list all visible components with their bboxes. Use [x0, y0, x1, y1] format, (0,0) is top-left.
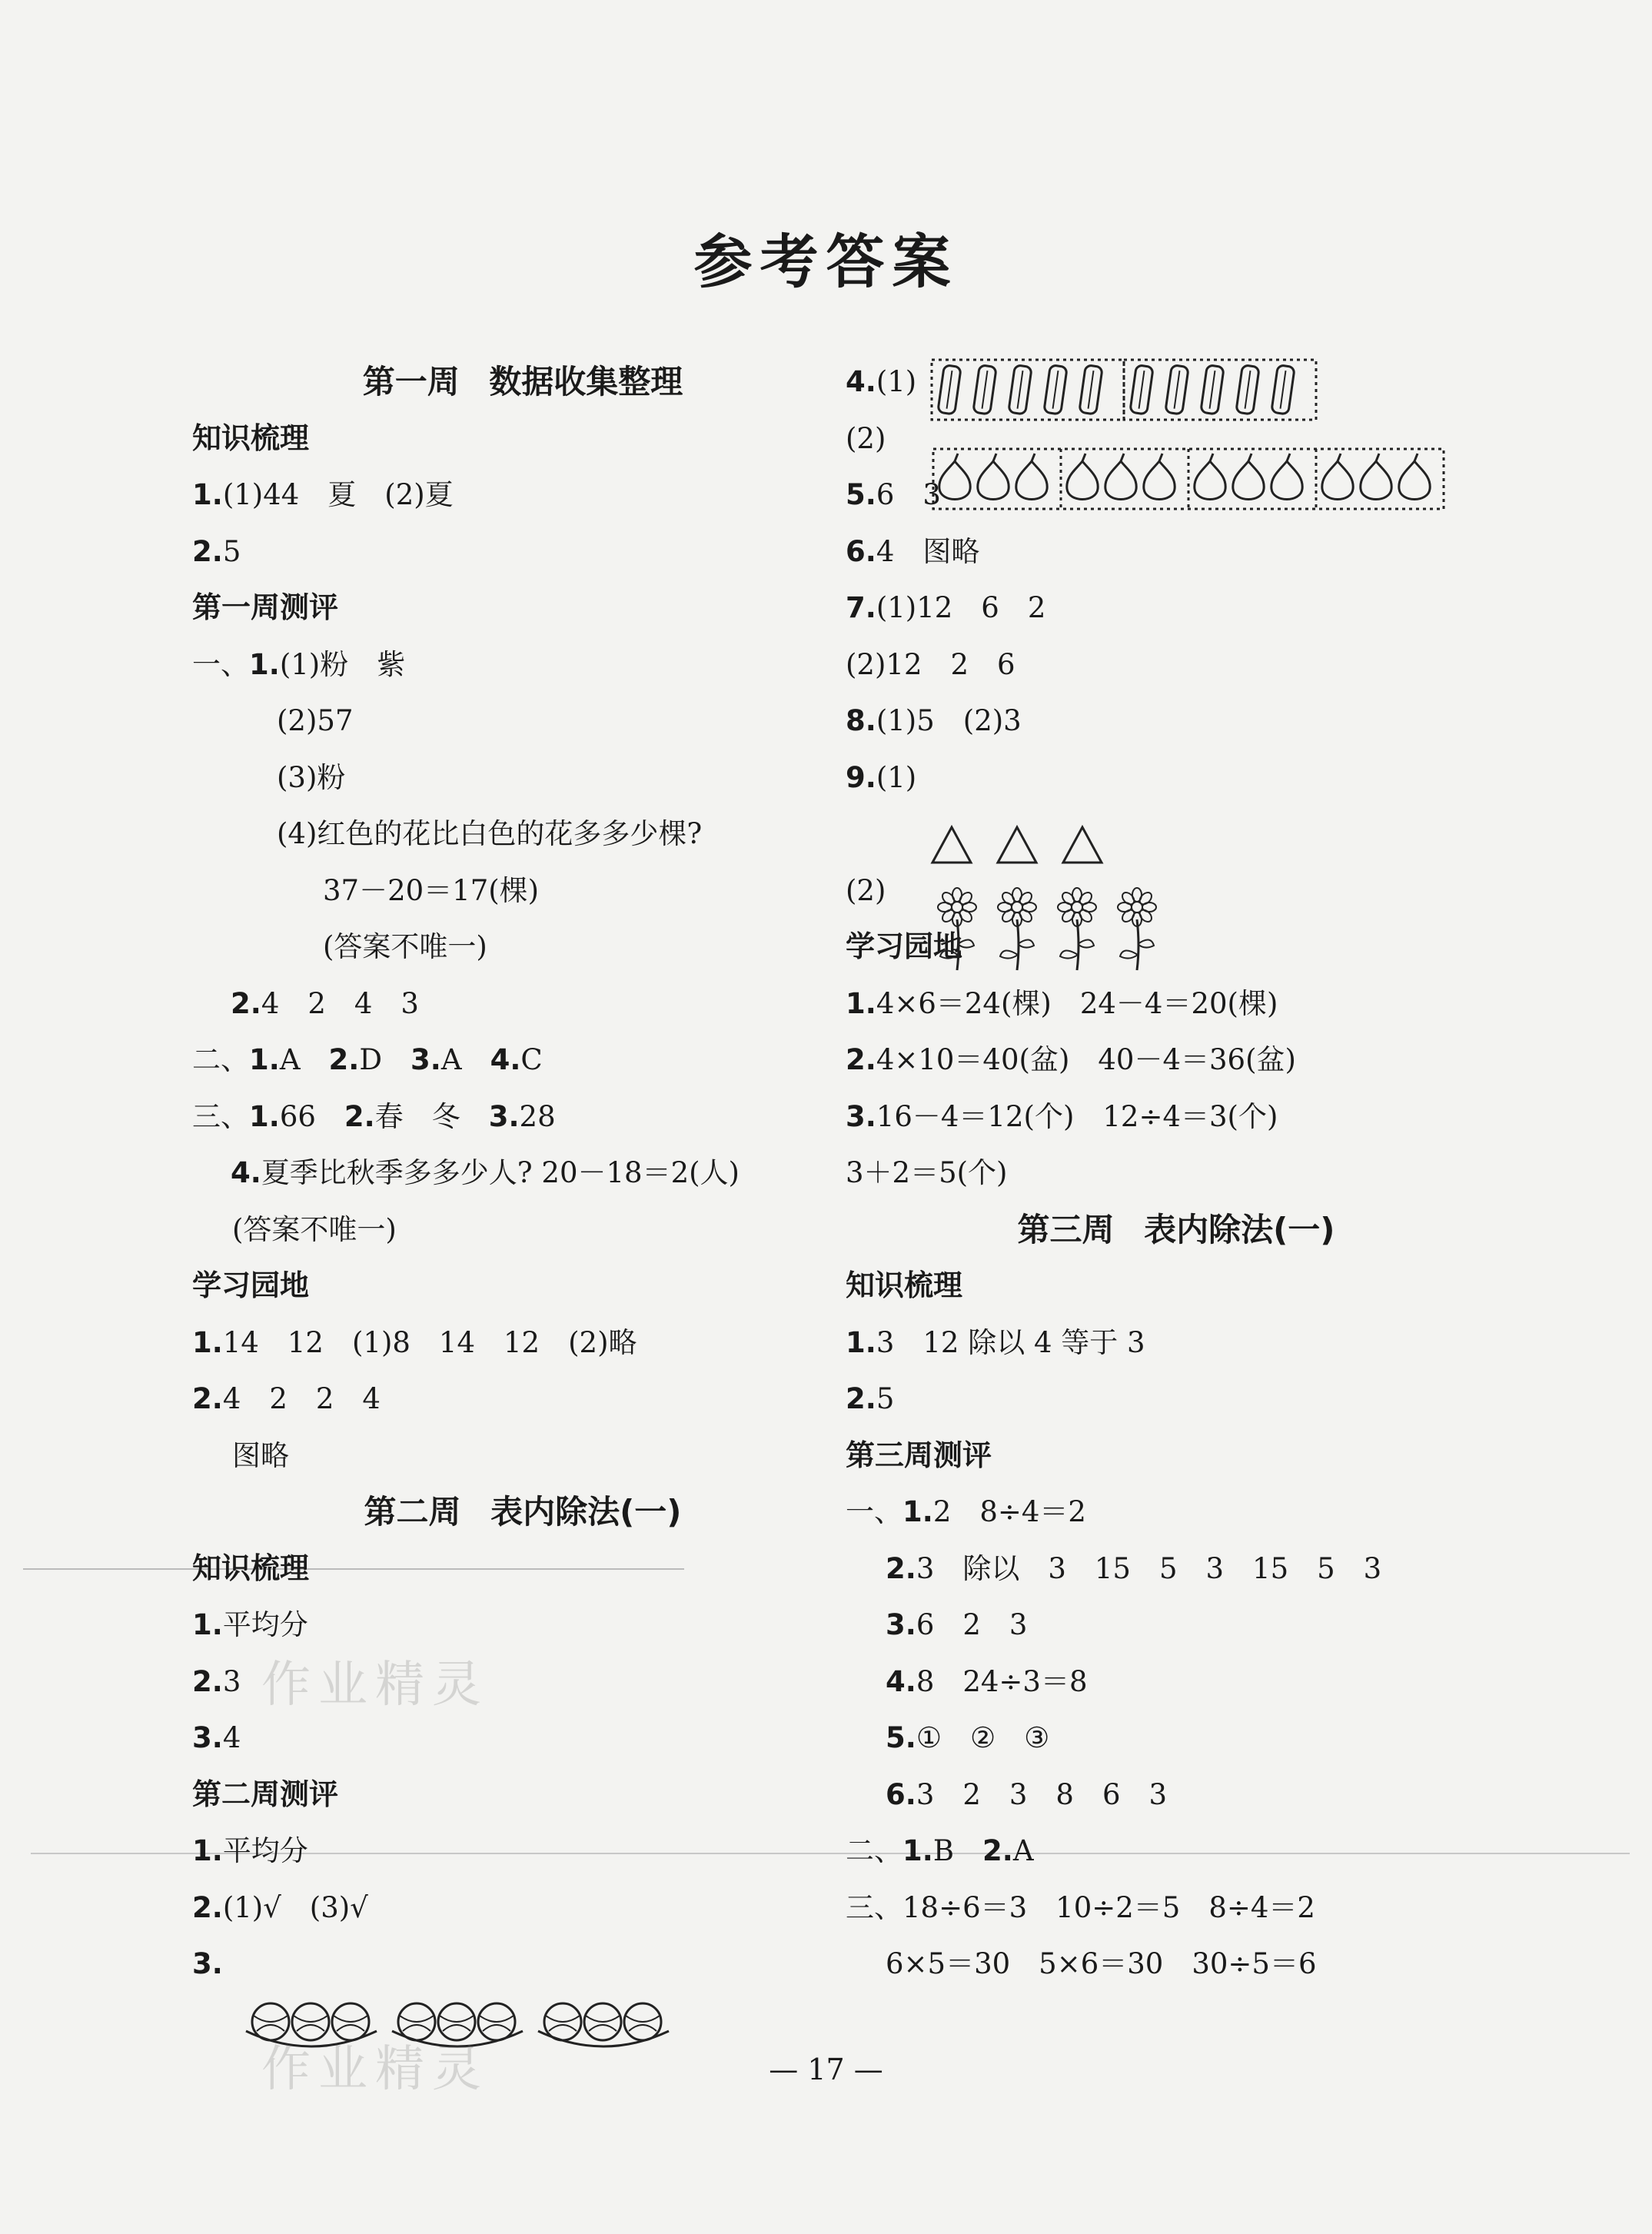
answer-item [192, 1710, 853, 1767]
answer-text: 4 2 2 4 [222, 1382, 381, 1415]
answer-text: A [279, 1043, 329, 1076]
item-number: 4. [231, 1156, 261, 1189]
item-number: 2. [846, 1043, 876, 1076]
pencil-icon [1165, 365, 1188, 414]
item-number: 4. [886, 1664, 916, 1698]
answer-line: (答案不唯一) [323, 930, 487, 963]
answer-text: 5 [222, 534, 241, 568]
answer-item [846, 1032, 1507, 1089]
subsection-title: 学习园地 [846, 929, 963, 963]
answer-text: D [359, 1043, 411, 1076]
section-heading: 第一周 数据收集整理 [362, 363, 683, 401]
item-number: 1. [902, 1495, 933, 1528]
subsection-title: 第一周测评 [192, 590, 339, 624]
item-number: 1. [249, 647, 280, 681]
item-number: 3. [846, 1099, 876, 1133]
section-heading: 第二周 表内除法(一) [364, 1493, 682, 1531]
pencil-icon [1271, 365, 1295, 414]
answer-item [192, 1823, 853, 1880]
answer-text: A [1012, 1834, 1034, 1867]
pencil-icon [1236, 365, 1259, 414]
answer-item [192, 524, 853, 580]
pencil-icon [973, 365, 996, 414]
pencil-icon [1044, 365, 1067, 414]
section-prefix: 一、 [192, 647, 249, 681]
triangle-icon [998, 827, 1036, 863]
answer-text: 5 [876, 1382, 895, 1415]
answer-line: 图略 [232, 1438, 289, 1472]
item-number: 5. [886, 1721, 916, 1754]
answer-text: (1)5 (2)3 [876, 704, 1022, 737]
answer-item [192, 1089, 853, 1145]
answer-text: 18÷6＝3 10÷2＝5 8÷4＝2 [902, 1890, 1315, 1924]
answer-item [192, 976, 853, 1032]
item-number: 2. [846, 1382, 876, 1415]
page-number: — 17 — [769, 2053, 883, 2086]
right-column [846, 354, 1507, 1993]
item-number: 6. [886, 1777, 916, 1811]
section-prefix: 三、 [846, 1890, 902, 1924]
flower-icon [938, 888, 976, 970]
item-number: 5. [846, 478, 876, 511]
ball-icon [544, 2003, 581, 2040]
answer-item [192, 1371, 853, 1428]
answer-line: 6×5＝30 5×6＝30 30÷5＝6 [886, 1947, 1317, 1980]
item-number: 2. [192, 1890, 223, 1924]
item-number: 1. [902, 1834, 933, 1867]
pencil-icon [1130, 365, 1153, 414]
subsection-title: 第三周测评 [846, 1438, 992, 1472]
watermark: 作业精灵 [261, 1657, 489, 1714]
answer-text: 4×6＝24(棵) 24－4＝20(棵) [876, 986, 1278, 1020]
pear-icon [978, 454, 1009, 500]
answer-text: 3 [222, 1664, 241, 1698]
answer-item [846, 1767, 1507, 1823]
item-number: 3. [192, 1721, 223, 1754]
item-number: 2. [231, 986, 261, 1020]
pear-groups-figure [932, 446, 1445, 514]
answer-item [846, 1371, 1507, 1428]
answer-item [846, 750, 1507, 806]
answer-text: (1)粉 紫 [279, 647, 406, 681]
answer-line: 37－20＝17(棵) [323, 873, 540, 907]
pencil-icon [1079, 365, 1102, 414]
answer-line: (答案不唯一) [232, 1212, 397, 1246]
pear-icon [1016, 454, 1047, 500]
answer-item [846, 580, 1507, 637]
pear-icon [1399, 454, 1430, 500]
answer-text: B [932, 1834, 983, 1867]
answer-text: 4 [222, 1721, 241, 1754]
answer-item [846, 1710, 1507, 1767]
answer-text: 6 2 3 [916, 1608, 1028, 1641]
pear-icon [1105, 454, 1136, 500]
answer-item [192, 1315, 853, 1371]
answer-text: ① ② ③ [916, 1721, 1050, 1754]
section-prefix: 三、 [192, 1099, 249, 1133]
answer-text: 夏季比秋季多多少人? 20－18＝2(人) [261, 1156, 740, 1189]
pear-icon [1233, 454, 1264, 500]
item-number: 2. [982, 1834, 1013, 1867]
flower-icon [998, 888, 1036, 970]
pear-icon [1195, 454, 1225, 500]
answer-item [846, 1484, 1507, 1541]
answer-item [192, 1936, 853, 1993]
item-number: 7. [846, 591, 876, 624]
section-prefix: 二、 [192, 1043, 249, 1076]
answer-text: 66 [279, 1099, 344, 1133]
subsection-title: 学习园地 [192, 1268, 310, 1302]
answer-text: 3 12 除以 4 等于 3 [876, 1325, 1145, 1359]
answer-text: 3 2 3 8 6 3 [916, 1777, 1168, 1811]
item-number: 2. [192, 534, 223, 568]
answer-text: C [520, 1043, 543, 1076]
triangle-icon [932, 827, 971, 863]
answer-line: 3＋2＝5(个) [846, 1156, 1008, 1189]
answer-text: 平均分 [222, 1608, 308, 1641]
answer-item [846, 976, 1507, 1032]
answer-item [192, 1880, 853, 1936]
answer-item [846, 1597, 1507, 1654]
answer-text: 平均分 [222, 1834, 308, 1867]
answer-text: 28 [519, 1099, 556, 1133]
item-number: 1. [192, 478, 223, 511]
item-number: 1. [192, 1325, 223, 1359]
item-number: 3. [192, 1947, 223, 1980]
section-heading: 第三周 表内除法(一) [1017, 1210, 1335, 1248]
answer-text: 4 图略 [876, 534, 980, 568]
pear-icon [939, 454, 970, 500]
item-number: 3. [411, 1043, 441, 1076]
pear-icon [1144, 454, 1175, 500]
answer-text: 8 24÷3＝8 [916, 1664, 1088, 1698]
item-number: 2. [328, 1043, 360, 1076]
triangles-figure [929, 823, 1113, 869]
item-number: 6. [846, 534, 876, 568]
triangle-icon [1063, 827, 1102, 863]
answer-text: 14 12 (1)8 14 12 (2)略 [222, 1325, 637, 1359]
answer-line: (2) [846, 873, 886, 907]
item-number: 4. [846, 365, 876, 398]
pear-icon [1271, 454, 1302, 500]
subsection-title: 知识梳理 [846, 1268, 963, 1302]
pencil-groups-figure [930, 355, 1322, 424]
answer-text: (1) [876, 365, 917, 398]
flower-icon [1118, 888, 1156, 970]
item-number: 1. [249, 1043, 280, 1076]
answer-item [192, 1032, 853, 1089]
item-number: 1. [192, 1608, 223, 1641]
item-number: 3. [886, 1608, 916, 1641]
subsection-title: 第二周测评 [192, 1777, 339, 1811]
answer-text: 16－4＝12(个) 12÷4＝3(个) [876, 1099, 1278, 1133]
answer-line: (2)57 [277, 704, 354, 737]
answer-item [192, 637, 853, 693]
flower-icon [1058, 888, 1096, 970]
item-number: 1. [846, 986, 876, 1020]
answer-text: 4×10＝40(盆) 40－4＝36(盆) [876, 1043, 1296, 1076]
answer-text: 2 8÷4＝2 [932, 1495, 1086, 1528]
left-column [192, 354, 853, 1993]
answer-line: (2)12 2 6 [846, 647, 1015, 681]
section-prefix: 二、 [846, 1834, 902, 1867]
pear-icon [1322, 454, 1353, 500]
answer-line: (2) [846, 421, 886, 455]
page-title: 参考答案 [693, 228, 959, 296]
answer-item [192, 467, 853, 524]
pear-icon [1067, 454, 1098, 500]
answer-text: 3 除以 3 15 5 3 15 5 3 [916, 1551, 1382, 1585]
answer-line: (3)粉 [277, 760, 346, 794]
answer-item [846, 1089, 1507, 1145]
item-number: 2. [344, 1099, 375, 1133]
pencil-icon [938, 365, 961, 414]
answer-item [846, 1880, 1507, 1936]
item-number: 2. [192, 1382, 223, 1415]
subsection-title: 知识梳理 [192, 421, 310, 455]
answer-item [192, 1145, 853, 1202]
answer-text: (1) [876, 760, 917, 794]
answer-item [846, 693, 1507, 750]
pencil-icon [1201, 365, 1224, 414]
answer-item [846, 1315, 1507, 1371]
answer-text: 4 2 4 3 [261, 986, 419, 1020]
item-number: 1. [249, 1099, 280, 1133]
answer-item [846, 1541, 1507, 1597]
answer-text: 春 冬 [374, 1099, 489, 1133]
ball-icon [584, 2003, 621, 2040]
item-number: 1. [192, 1834, 223, 1867]
item-number: 9. [846, 760, 876, 794]
item-number: 2. [192, 1664, 223, 1698]
item-number: 8. [846, 704, 876, 737]
pear-icon [1361, 454, 1391, 500]
answer-item [846, 1823, 1507, 1880]
answer-text: 6 3 [876, 478, 941, 511]
answer-text: (1)√ (3)√ [222, 1890, 368, 1924]
pencil-icon [1009, 365, 1032, 414]
item-number: 1. [846, 1325, 876, 1359]
answer-item [846, 1654, 1507, 1710]
answer-text: (1)12 6 2 [876, 591, 1046, 624]
flowers-figure [926, 884, 1172, 976]
answer-text: (1)44 夏 (2)夏 [222, 478, 454, 511]
answer-line: (4)红色的花比白色的花多多少棵? [277, 817, 703, 850]
section-prefix: 一、 [846, 1495, 902, 1528]
answer-text: A [440, 1043, 490, 1076]
answer-item [846, 524, 1507, 580]
item-number: 3. [488, 1099, 520, 1133]
subsection-title: 知识梳理 [192, 1551, 310, 1585]
watermark: 作业精灵 [261, 2041, 489, 2098]
ball-icon [624, 2003, 661, 2040]
item-number: 4. [490, 1043, 521, 1076]
item-number: 2. [886, 1551, 916, 1585]
